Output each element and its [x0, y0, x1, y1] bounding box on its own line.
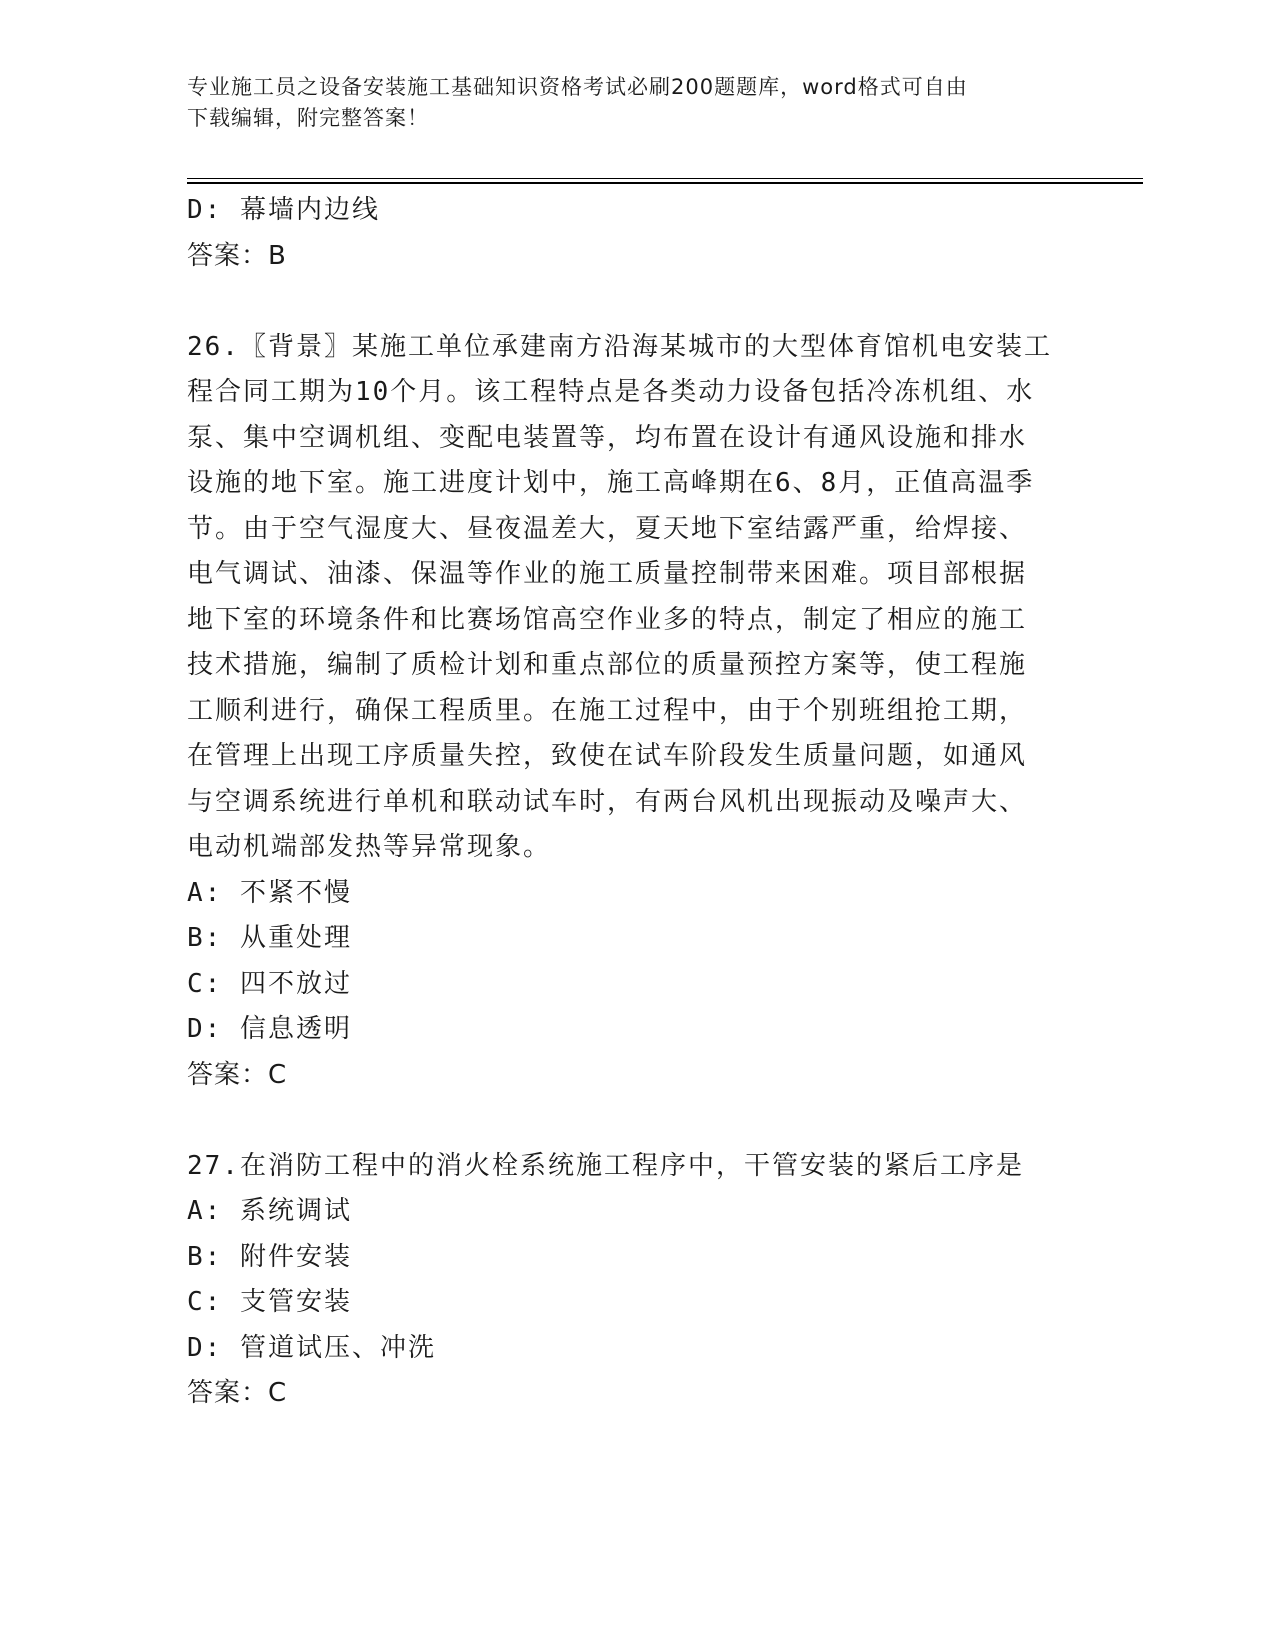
header-title-line-1: 专业施工员之设备安装施工基础知识资格考试必刷200题题库，word格式可自由 — [187, 75, 968, 99]
question-26-line: 技术措施，编制了质检计划和重点部位的质量预控方案等，使工程施 — [187, 650, 1028, 680]
prev-question-answer: 答案：B — [187, 240, 287, 271]
question-26-line: 工顺利进行，确保工程质里。在施工过程中，由于个别班组抢工期， — [187, 695, 1028, 726]
document-body — [187, 188, 1087, 1417]
question-26-option-a: A: 不紧不慢 — [187, 877, 352, 908]
question-27 — [187, 1144, 1087, 1417]
question-26-line: 节。由于空气湿度大、昼夜温差大，夏天地下室结露严重，给焊接、 — [187, 513, 1028, 544]
question-26-line: 在管理上出现工序质量失控，致使在试车阶段发生质量问题，如通风 — [187, 741, 1028, 771]
header-divider-thick — [187, 182, 1143, 184]
question-26-line: 设施的地下室。施工进度计划中，施工高峰期在6、8月，正值高温季 — [187, 468, 1035, 498]
header-divider-thin — [187, 178, 1143, 179]
question-27-option-c: C: 支管安装 — [187, 1287, 352, 1317]
question-27-answer: 答案：C — [187, 1378, 288, 1408]
question-27-option-d: D: 管道试压、冲洗 — [187, 1332, 436, 1363]
question-26-option-c: C: 四不放过 — [187, 968, 352, 999]
header-title-line-2: 下载编辑，附完整答案！ — [187, 106, 429, 130]
question-26-line: 程合同工期为10个月。该工程特点是各类动力设备包括冷冻机组、水 — [187, 377, 1035, 407]
question-26-line: 电动机端部发热等异常现象。 — [187, 832, 552, 862]
question-26 — [187, 325, 1087, 1099]
page-header — [187, 72, 1087, 134]
question-26-option-b: B: 从重处理 — [187, 923, 352, 953]
question-26-line: 26.〖背景〗某施工单位承建南方沿海某城市的大型体育馆机电安装工 — [187, 331, 1052, 362]
spacer — [187, 279, 1087, 325]
question-26-line: 与空调系统进行单机和联动试车时，有两台风机出现振动及噪声大、 — [187, 786, 1028, 817]
prev-question-option-d: D: 幕墙内边线 — [187, 195, 380, 225]
spacer — [187, 1098, 1087, 1144]
question-26-option-d: D: 信息透明 — [187, 1014, 352, 1044]
question-27-option-a: A: 系统调试 — [187, 1196, 352, 1226]
question-27-text: 27.在消防工程中的消火栓系统施工程序中，干管安装的紧后工序是 — [187, 1150, 1024, 1181]
question-26-answer: 答案：C — [187, 1059, 288, 1090]
question-26-line: 电气调试、油漆、保温等作业的施工质量控制带来困难。项目部根据 — [187, 559, 1028, 589]
question-26-line: 泵、集中空调机组、变配电装置等，均布置在设计有通风设施和排水 — [187, 422, 1028, 453]
question-26-line: 地下室的环境条件和比赛场馆高空作业多的特点，制定了相应的施工 — [187, 604, 1028, 635]
question-27-option-b: B: 附件安装 — [187, 1241, 352, 1272]
